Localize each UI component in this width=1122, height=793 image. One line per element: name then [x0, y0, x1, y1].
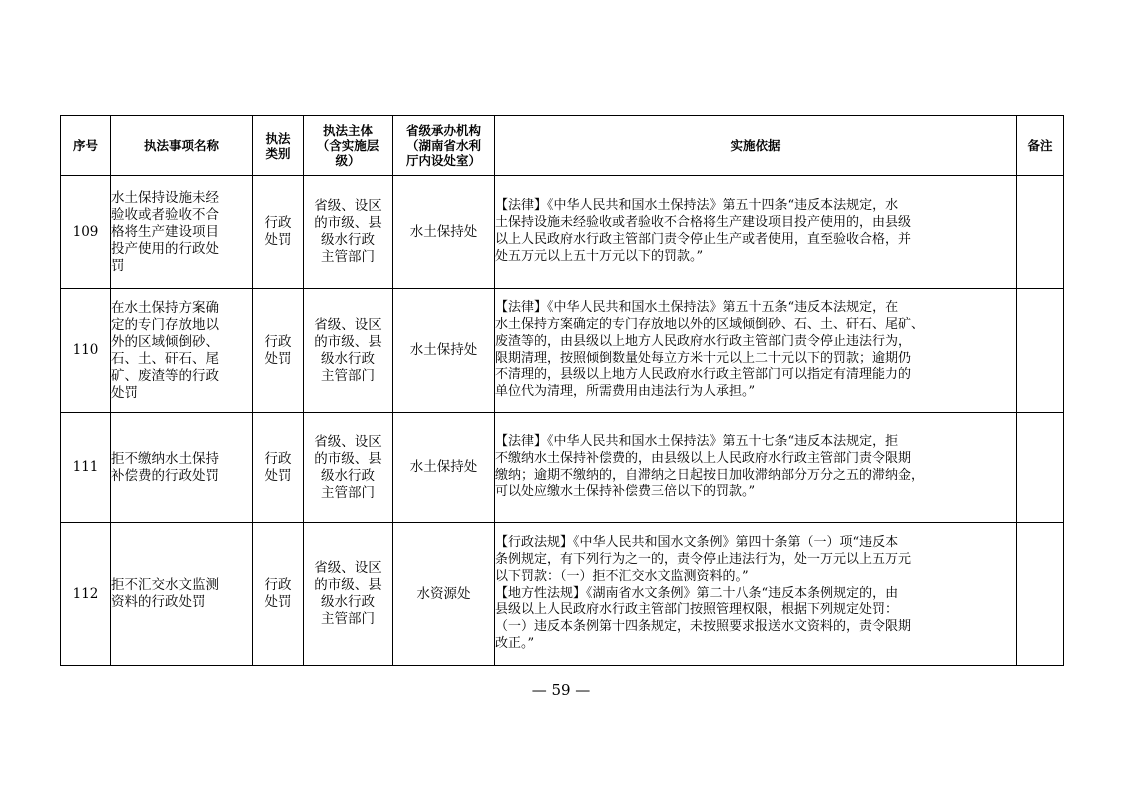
row-category: 行政 处罚 — [253, 523, 304, 666]
row-agency: 水土保持处 — [393, 176, 495, 289]
row-remark — [1017, 413, 1064, 523]
enforcement-items-table — [60, 115, 1064, 666]
row-subject: 省级、设区 的市级、县 级水行政 主管部门 — [304, 289, 393, 413]
row-legal-basis: 【行政法规】《中华人民共和国水文条例》第四十条第（一）项“违反本 条例规定，有下列行为之一的，责令停止违法行为，处一万元以上五万元 以下罚款：（一）拒不汇交水文监测资料的。” 【地方性法规】《湖南省水文条例》第二十八条“违反本条例规定的，由 县级以上人民政府水行政主管部门按照管理权限，根据下列规定处罚： （一）违反本条例第十四条规定，未按照要求报送水文资料的，责令限期 改正。” — [495, 523, 1017, 666]
header-seq: 序号 — [61, 116, 111, 176]
row-item-name: 拒不汇交水文监测 资料的行政处罚 — [111, 523, 253, 666]
row-item-name: 水土保持设施未经 验收或者验收不合 格将生产建设项目 投产使用的行政处 罚 — [111, 176, 253, 289]
row-subject: 省级、设区 的市级、县 级水行政 主管部门 — [304, 413, 393, 523]
row-remark — [1017, 289, 1064, 413]
header-remark: 备注 — [1017, 116, 1064, 176]
table-row — [61, 523, 1064, 666]
row-seq: 112 — [61, 523, 111, 666]
row-legal-basis: 【法律】《中华人民共和国水土保持法》第五十四条“违反本法规定，水 土保持设施未经验收或者验收不合格将生产建设项目投产使用的，由县级 以上人民政府水行政主管部门责令停止生产或者使用，直至验收合格，并 处五万元以上五十万元以下的罚款。” — [495, 176, 1017, 289]
header-basis: 实施依据 — [495, 116, 1017, 176]
row-category: 行政 处罚 — [253, 413, 304, 523]
header-category: 执法 类别 — [253, 116, 304, 176]
row-item-name: 在水土保持方案确 定的专门存放地以 外的区域倾倒砂、 石、土、矸石、尾 矿、废渣等的行政 处罚 — [111, 289, 253, 413]
header-row — [61, 116, 1064, 176]
table-row — [61, 176, 1064, 289]
row-seq: 111 — [61, 413, 111, 523]
header-subject: 执法主体 （含实施层 级） — [304, 116, 393, 176]
row-agency: 水土保持处 — [393, 413, 495, 523]
row-category: 行政 处罚 — [253, 289, 304, 413]
header-agency: 省级承办机构 （湖南省水利 厅内设处室） — [393, 116, 495, 176]
row-seq: 110 — [61, 289, 111, 413]
row-seq: 109 — [61, 176, 111, 289]
row-subject: 省级、设区 的市级、县 级水行政 主管部门 — [304, 176, 393, 289]
table-row — [61, 289, 1064, 413]
row-agency: 水土保持处 — [393, 289, 495, 413]
row-category: 行政 处罚 — [253, 176, 304, 289]
row-legal-basis: 【法律】《中华人民共和国水土保持法》第五十五条“违反本法规定，在 水土保持方案确定的专门存放地以外的区域倾倒砂、石、土、矸石、尾矿、 废渣等的，由县级以上地方人民政府水行政主管部门责令停止违法行为， 限期清理，按照倾倒数量处每立方米十元以上二十元以下的罚款；逾期仍 不清理的，县级以上地方人民政府水行政主管部门可以指定有清理能力的 单位代为清理，所需费用由违法行为人承担。” — [495, 289, 1017, 413]
page-number: — 59 — — [531, 681, 591, 699]
row-subject: 省级、设区 的市级、县 级水行政 主管部门 — [304, 523, 393, 666]
row-legal-basis: 【法律】《中华人民共和国水土保持法》第五十七条“违反本法规定，拒 不缴纳水土保持补偿费的，由县级以上人民政府水行政主管部门责令限期 缴纳；逾期不缴纳的，自滞纳之日起按日加收滞纳部分万分之五的滞纳金， 可以处应缴水土保持补偿费三倍以下的罚款。” — [495, 413, 1017, 523]
row-agency: 水资源处 — [393, 523, 495, 666]
row-remark — [1017, 176, 1064, 289]
table-row — [61, 413, 1064, 523]
row-item-name: 拒不缴纳水土保持 补偿费的行政处罚 — [111, 413, 253, 523]
row-remark — [1017, 523, 1064, 666]
header-name: 执法事项名称 — [111, 116, 253, 176]
